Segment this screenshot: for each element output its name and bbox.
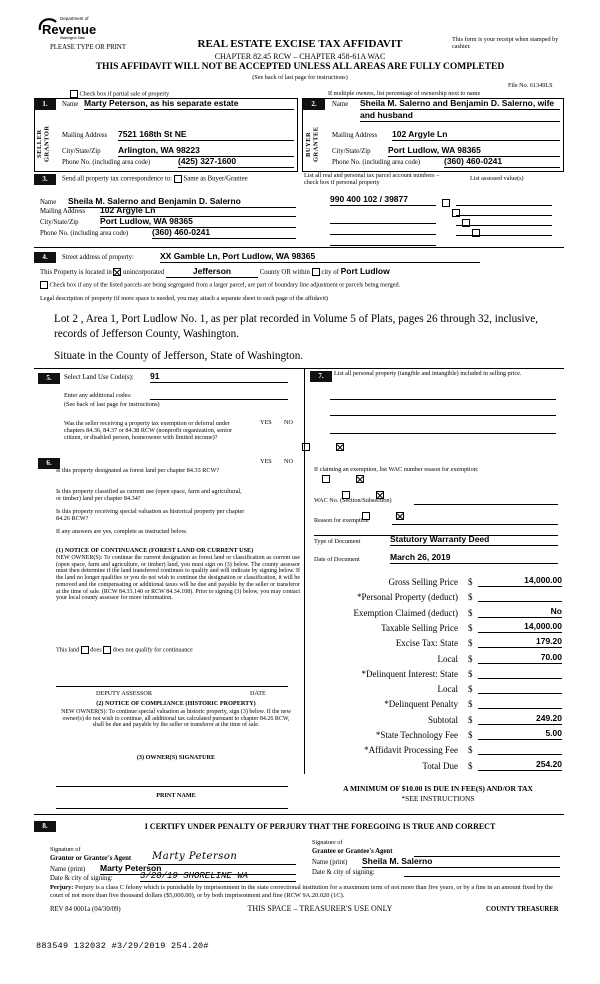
form-chapter: CHAPTER 82.45 RCW – CHAPTER 458-61A WAC <box>214 52 386 61</box>
grantee-name-label: Name (print) <box>312 859 348 866</box>
grantor-signature: Marty Peterson <box>152 851 238 862</box>
dollar-sign: $ <box>468 699 473 709</box>
dollar-sign: $ <box>468 592 473 602</box>
this-land-label: This land <box>56 646 80 654</box>
s5-see-back: (See back of last page for instructions) <box>64 401 160 408</box>
assessed-header: List assessed value(s) <box>470 175 524 182</box>
tax-row-label: Local <box>437 684 458 694</box>
seller-city[interactable]: Arlington, WA 98223 <box>118 146 294 157</box>
s3-phone-label: Phone No. (including area code) <box>40 230 129 237</box>
dollar-sign: $ <box>468 669 473 679</box>
tax-row-value[interactable]: No <box>478 607 562 618</box>
parcel-number-2[interactable] <box>330 214 436 224</box>
tax-row-label: Gross Selling Price <box>388 577 458 587</box>
perjury-label: Perjury: <box>50 884 74 891</box>
divider-top <box>34 247 564 248</box>
wac-no-field[interactable] <box>414 496 558 505</box>
dollar-sign: $ <box>468 761 473 771</box>
section-2-number: 2. <box>303 99 325 110</box>
grantee-sig-of: Signature of <box>312 839 343 846</box>
doc-date-label: Date of Document <box>314 556 360 563</box>
seller-mailing[interactable]: 7521 168th St NE <box>118 130 294 141</box>
section-5-number: 5. <box>38 373 60 384</box>
tax-row-label: Subtotal <box>427 715 458 725</box>
print-name-line[interactable] <box>56 808 288 809</box>
does-qualify-checkbox[interactable] <box>81 646 89 654</box>
doc-date[interactable]: March 26, 2019 <box>390 553 558 564</box>
see-back-note: (See back of last page for instructions) <box>252 74 348 81</box>
partial-sale-checkbox[interactable] <box>70 90 78 98</box>
tax-row-value[interactable]: 249.20 <box>478 714 562 725</box>
personal-property-line-3[interactable] <box>330 424 556 434</box>
property-street[interactable]: XX Gamble Ln, Port Ludlow, WA 98365 <box>160 252 480 263</box>
same-as-buyer-label: Same as Buyer/Grantee <box>183 175 248 183</box>
section-6-number: 6. <box>38 458 60 469</box>
grantee-agent-label: Grantee or Grantee's Agent <box>312 848 393 855</box>
file-number: File No. 61349LS <box>508 82 553 89</box>
section-4-number: 4. <box>34 252 56 263</box>
dollar-sign: $ <box>468 684 473 694</box>
seller-name[interactable]: Marty Peterson, as his separate estate <box>84 99 294 110</box>
county-treasurer: COUNTY TREASURER <box>486 906 559 913</box>
dor-logo <box>36 14 96 40</box>
yes-instruction: If any answers are yes, complete as instructed below. <box>56 528 188 535</box>
reason-field[interactable] <box>392 516 558 525</box>
property-county[interactable]: Jefferson <box>166 267 258 278</box>
s6-yes-label: YES <box>260 458 272 465</box>
city-of-label: city of <box>321 269 339 276</box>
grantor-name-label: Name (print) <box>50 866 86 873</box>
buyer-name-line2[interactable]: and husband <box>360 111 560 122</box>
buyer-name-line1[interactable]: Sheila M. Salerno and Benjamin D. Salerno, wife <box>360 99 560 110</box>
s6-no-label: NO <box>284 458 293 465</box>
print-name-label: PRINT NAME <box>156 792 196 799</box>
grantor-sig-of: Signature of <box>50 846 81 853</box>
s3-name[interactable]: Sheila M. Salerno and Benjamin D. Salerno <box>68 197 296 208</box>
notice-compliance-text: NEW OWNER(S): To continue special valuation as historic property, sign (3) below. If the new owner(s) do not wish to continue, all additional tax calculated pursuant to chapter 84.26 RCW, shall be due and payable by the seller or transferor at the time of sale. <box>61 709 291 729</box>
unincorporated-label: unincorporated <box>123 269 165 276</box>
parcel-number-3[interactable] <box>330 225 436 235</box>
assessed-value-4[interactable] <box>456 226 552 236</box>
grantee-date-city[interactable] <box>404 868 560 877</box>
partial-sale-row <box>70 90 169 98</box>
section-1-number: 1. <box>34 99 56 110</box>
assessor-date-label: DATE <box>250 690 266 697</box>
notice-compliance-title: (2) NOTICE OF COMPLIANCE (HISTORIC PROPERTY) <box>96 700 256 707</box>
personal-property-line-2[interactable] <box>330 406 556 416</box>
seller-phone-label: Phone No. (including area code) <box>62 159 151 166</box>
s3-mailing-label: Mailing Address <box>40 208 86 215</box>
seller-side-label: SELLER GRANTOR <box>36 125 51 163</box>
s3-city-label: City/State/Zip <box>40 219 79 226</box>
form-warning: THIS AFFIDAVIT WILL NOT BE ACCEPTED UNLESS ALL AREAS ARE FULLY COMPLETED <box>95 62 505 72</box>
notice-continuance-text: NEW OWNER(S): To continue the current designation as forest land or classification as current use (open space, farm and agriculture, or timber) land, you must sign on (3) below. The county assessor must then determine if the land transferred continues to qualify and will indicate by signing below. If the land no longer qualifies or you do not wish to continue the designation or classification, it will be removed and the compensating or additional taxes will be due and payable by the seller or transferor at the time of sale. (RCW 84.33.140 or RCW 84.34.108). Prior to signing (3) below, you may contact your local county assessor for more information. <box>56 555 300 602</box>
forest-yes-checkbox[interactable] <box>322 475 330 483</box>
buyer-city[interactable]: Port Ludlow, WA 98365 <box>388 146 560 157</box>
same-as-buyer-checkbox[interactable] <box>174 175 182 183</box>
property-city[interactable]: Port Ludlow <box>340 266 390 276</box>
s5-no-label: NO <box>284 419 293 426</box>
does-not-label: does not qualify for continuance <box>112 646 193 654</box>
section-7-number: 7. <box>310 371 332 382</box>
dollar-sign: $ <box>468 654 473 664</box>
buyer-phone[interactable]: (360) 460-0241 <box>444 157 560 168</box>
tax-row-label: Exemption Claimed (deduct) <box>353 608 458 618</box>
seller-phone[interactable]: (425) 327-1600 <box>178 157 294 168</box>
does-label: does <box>90 646 102 654</box>
dollar-sign: $ <box>468 715 473 725</box>
reason-label: Reason for exemption <box>314 517 369 524</box>
tax-row-value[interactable]: 14,000.00 <box>478 622 562 633</box>
dollar-sign: $ <box>468 608 473 618</box>
tax-row-label: *Personal Property (deduct) <box>357 592 458 602</box>
historic-question: Is this property receiving special valuation as historical property per chapter 84.26 RCW? <box>56 508 245 523</box>
grantor-date-city[interactable]: 3/28/19 SHORELINE WA <box>140 871 296 882</box>
rev-number: REV 84 0001a (04/30/09) <box>50 906 121 913</box>
buyer-phone-label: Phone No. (including area code) <box>332 159 421 166</box>
grantor-date-label: Date & city of signing: <box>50 875 113 882</box>
dollar-sign: $ <box>468 745 473 755</box>
forest-no-checkbox[interactable] <box>356 475 364 483</box>
assessor-signature-line[interactable] <box>56 686 288 687</box>
seller-mailing-label: Mailing Address <box>62 132 108 139</box>
dollar-sign: $ <box>468 638 473 648</box>
s5-yes-label: YES <box>260 419 272 426</box>
tax-row-value[interactable] <box>478 591 562 602</box>
personal-property-label: List all personal property (tangible and intangible) included in selling price. <box>334 370 522 377</box>
divider-mid <box>34 368 564 369</box>
tax-row-label: *Affidavit Processing Fee <box>364 745 458 755</box>
within-city-checkbox[interactable] <box>312 268 320 276</box>
dor-logo-icon <box>36 14 96 40</box>
grantee-name[interactable]: Sheila M. Salerno <box>362 857 560 868</box>
tax-row-label: *Delinquent Penalty <box>384 699 458 709</box>
treasurer-space: THIS SPACE – TREASURER'S USE ONLY <box>247 904 393 913</box>
segregated-row <box>40 281 560 289</box>
tax-row-label: *State Technology Fee <box>375 730 458 740</box>
grantor-signature-line[interactable] <box>148 851 296 865</box>
dollar-sign: $ <box>468 577 473 587</box>
assessed-value-3[interactable] <box>456 216 552 226</box>
buyer-side-label: BUYER GRANTEE <box>305 126 320 162</box>
receipt-note: This form is your receipt when stamped by cashier. <box>452 36 559 51</box>
tax-row-value[interactable]: 179.20 <box>478 637 562 648</box>
exemption-question: Was the seller receiving a property tax exemption or deferral under chapters 84.36, 84.37 or 84.38 RCW (nonprofit organization, senior citizen, or disabled person, homeowner with limited income)? <box>64 420 233 442</box>
svg-text:Washington State: Washington State <box>60 36 86 40</box>
multiple-owners-note: If multiple owners, list percentage of ownership next to name <box>328 90 481 97</box>
deputy-assessor-label: DEPUTY ASSESSOR <box>96 690 152 697</box>
grantee-signature-line[interactable] <box>414 847 560 857</box>
grantor-agent-label: Grantor or Grantor's Agent <box>50 855 132 862</box>
dollar-sign: $ <box>468 730 473 740</box>
parcel-header: List all real and personal tax parcel account numbers – check box if personal property <box>304 172 440 187</box>
tax-row-label: Total Due <box>422 761 458 771</box>
does-not-qualify-checkbox[interactable] <box>103 646 111 654</box>
current-use-question: Is this property classified as current use (open space, farm and agricultural, or timber) land per chapter 84.34? <box>56 488 242 503</box>
divider-bottom <box>34 814 564 815</box>
s3-name-label: Name <box>40 199 57 206</box>
land-use-label: Select Land Use Code(s): <box>64 374 134 381</box>
tax-row-value[interactable] <box>478 683 562 694</box>
correspondence-text: Send all property tax correspondence to: <box>62 175 173 183</box>
parcel-number-4[interactable] <box>330 236 436 246</box>
wac-claim-label: If claiming an exemption, list WAC number reason for exemption: <box>314 466 479 473</box>
tax-row-value[interactable]: 254.20 <box>478 760 562 771</box>
minimum-due-note: A MINIMUM OF $10.00 IS DUE IN FEE(S) AND/OR TAX <box>343 784 533 793</box>
street-label: Street address of property: <box>62 254 134 261</box>
see-instructions-note: *SEE INSTRUCTIONS <box>401 794 475 803</box>
grantee-date-label: Date & city of signing: <box>312 869 375 876</box>
land-use-code[interactable]: 91 <box>150 372 288 383</box>
section-8-number: 8. <box>34 821 56 832</box>
situate-text[interactable]: Situate in the County of Jefferson, State of Washington. <box>54 350 304 362</box>
seller-city-label: City/State/Zip <box>62 148 101 155</box>
s3-mailing[interactable]: 102 Argyle Ln <box>100 206 296 217</box>
continuance-row <box>56 646 193 654</box>
doc-type-label: Type of Document <box>314 538 361 545</box>
segregated-label: Check box if any of the listed parcels are being segregated from a larger parcel, are part of boundary line adjustment or parcels being merged. <box>49 281 401 289</box>
additional-codes-label: Enter any additional codes: <box>64 392 132 399</box>
parcel-number-1[interactable]: 990 400 102 / 39877 <box>330 195 436 206</box>
county-or-label: County OR within <box>259 269 310 276</box>
buyer-mailing[interactable]: 102 Argyle Ln <box>392 130 560 141</box>
grantor-name[interactable]: Marty Peterson <box>100 864 296 875</box>
tax-row-label: Local <box>437 654 458 664</box>
exemption-yes-checkbox[interactable] <box>302 443 310 451</box>
tax-row-value[interactable] <box>478 668 562 679</box>
partial-sale-label: Check box if partial sale of property <box>79 90 170 98</box>
doc-type[interactable]: Statutory Warranty Deed <box>390 535 558 546</box>
perjury-notice <box>50 884 562 899</box>
legal-description[interactable]: Lot 2 , Area 1, Port Ludlow No. 1, as per plat recorded in Volume 5 of Plats, pages 26 through 32, inclusive, records of Jefferson County, Washington. <box>54 313 538 341</box>
tax-row-value[interactable]: 70.00 <box>478 653 562 664</box>
property-location-row <box>40 267 560 278</box>
perjury-text: Perjury is a class C felony which is punishable by imprisonment in the state correctional institution for a maximum term of not more than five years, or by a fine in an amount fixed by the court of not more than five thousand dollars ($5,000.00), or by both imprisonment and fine (RCW 9A.20.020 (1C). <box>50 884 553 899</box>
treasurer-stamp: 883549 132032 #3/29/2019 254.20# <box>36 941 209 951</box>
owner-signature-label: (3) OWNER(S) SIGNATURE <box>136 754 216 761</box>
tax-row-value[interactable]: 5.00 <box>478 729 562 740</box>
personal-property-checkbox-1[interactable] <box>442 199 450 207</box>
tax-row-value[interactable] <box>478 698 562 709</box>
seller-name-label: Name <box>62 101 79 108</box>
owner-signature-line[interactable] <box>56 786 288 787</box>
notice-continuance-title: (1) NOTICE OF CONTINUANCE (FOREST LAND OR CURRENT USE) <box>56 547 254 554</box>
personal-property-line-1[interactable] <box>330 390 556 400</box>
buyer-city-label: City/State/Zip <box>332 148 371 155</box>
tax-row-label: Taxable Selling Price <box>381 623 458 633</box>
assessed-value-1[interactable] <box>456 196 552 206</box>
legal-label: Legal description of property (if more space is needed, you may attach a separate sheet to each page of the affidavit) <box>40 295 328 302</box>
column-divider <box>304 368 305 774</box>
buyer-name-label: Name <box>332 101 349 108</box>
exemption-no-checkbox[interactable] <box>336 443 344 451</box>
tax-row-value[interactable] <box>478 744 562 755</box>
wac-no-label: WAC No. (Section/Subsection) <box>314 497 392 504</box>
segregated-checkbox[interactable] <box>40 281 48 289</box>
tax-row-value[interactable]: 14,000.00 <box>478 576 562 587</box>
certify-text: I CERTIFY UNDER PENALTY OF PERJURY THAT THE FOREGOING IS TRUE AND CORRECT <box>144 822 496 831</box>
forest-land-question: Is this property designated as forest land per chapter 84.33 RCW? <box>56 467 220 474</box>
correspondence-label <box>62 175 248 183</box>
please-type: PLEASE TYPE OR PRINT <box>50 44 126 51</box>
svg-text:Department of: Department of <box>60 16 89 21</box>
s3-phone[interactable]: (360) 460-0241 <box>152 228 296 239</box>
buyer-mailing-label: Mailing Address <box>332 132 378 139</box>
tax-row-label: *Delinquent Interest: State <box>361 669 458 679</box>
dollar-sign: $ <box>468 623 473 633</box>
section-3-number: 3. <box>34 174 56 185</box>
unincorporated-checkbox[interactable] <box>113 268 121 276</box>
assessed-value-2[interactable] <box>456 206 552 216</box>
located-pre: This Property is located in <box>40 269 112 276</box>
additional-codes-field[interactable] <box>150 392 288 400</box>
tax-row-label: Excise Tax: State <box>395 638 458 648</box>
form-title: REAL ESTATE EXCISE TAX AFFIDAVIT <box>197 38 403 50</box>
svg-text:Revenue: Revenue <box>42 22 96 37</box>
s3-city[interactable]: Port Ludlow, WA 98365 <box>100 217 296 228</box>
